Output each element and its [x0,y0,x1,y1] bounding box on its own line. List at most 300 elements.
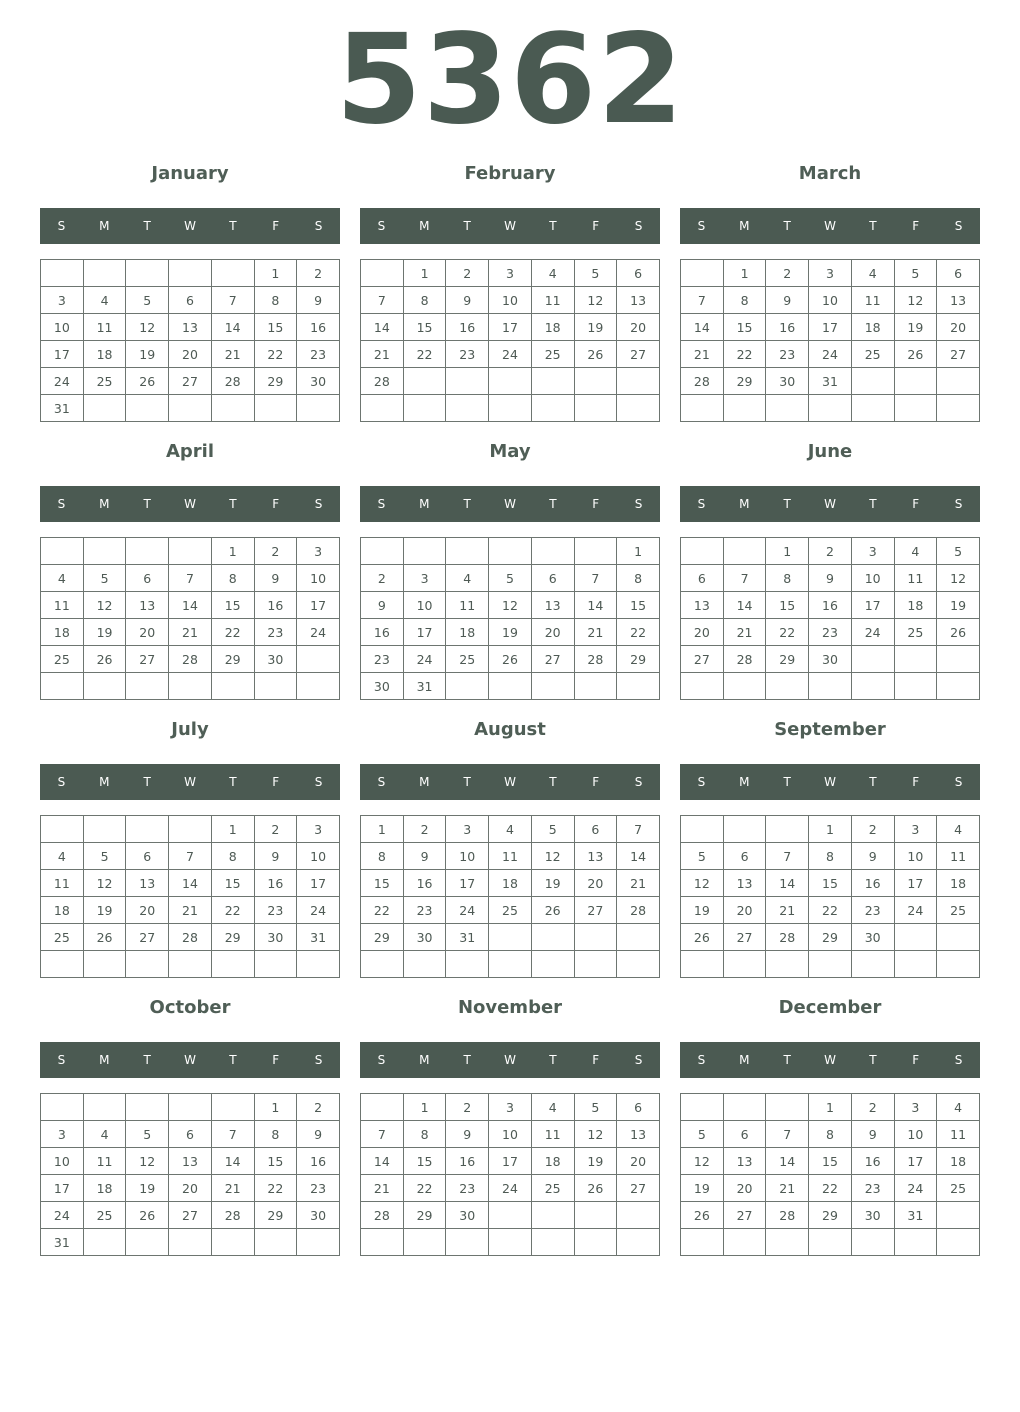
weekday-label: F [912,1053,920,1067]
day-cell: 17 [809,314,852,341]
week-row [681,673,980,700]
day-cell: 12 [681,1148,724,1175]
day-cell [297,395,340,422]
week-row [361,395,660,422]
week-row [361,592,660,619]
day-cell: 5 [126,1121,169,1148]
days-table [360,537,660,700]
weekday-label: S [57,497,66,511]
week-row [41,1094,340,1121]
weekday-label: S [314,775,323,789]
day-cell: 4 [41,843,84,870]
day-cell: 16 [851,870,894,897]
day-cell [41,673,84,700]
week-row [681,619,980,646]
day-cell [361,395,404,422]
day-cell [83,951,126,978]
day-cell: 15 [361,870,404,897]
weekday-label: W [824,775,836,789]
day-cell: 2 [446,260,489,287]
weekday-label: T [229,775,237,789]
day-cell: 1 [361,816,404,843]
day-cell [681,1094,724,1121]
weekday-label: T [869,775,877,789]
day-cell [126,951,169,978]
days-table [680,537,980,700]
day-cell [211,1229,254,1256]
day-cell: 13 [617,1121,660,1148]
week-row [681,341,980,368]
day-cell: 20 [169,341,212,368]
day-cell: 6 [574,816,617,843]
day-cell: 6 [126,565,169,592]
day-cell: 12 [894,287,937,314]
day-cell: 16 [403,870,446,897]
weekday-label: T [783,219,791,233]
day-cell: 6 [723,843,766,870]
day-cell [211,260,254,287]
day-cell: 7 [169,843,212,870]
weekday-label: S [634,219,643,233]
day-cell: 27 [126,924,169,951]
week-row [361,1148,660,1175]
day-cell [83,260,126,287]
day-cell [851,1229,894,1256]
weekday-label: W [824,497,836,511]
day-cell: 1 [211,816,254,843]
day-cell: 28 [169,646,212,673]
day-cell: 15 [254,314,297,341]
day-cell: 5 [83,565,126,592]
day-cell: 2 [297,260,340,287]
day-cell [766,816,809,843]
day-cell: 21 [681,341,724,368]
weekday-label: S [377,497,386,511]
day-cell [574,924,617,951]
weekday-label: T [869,497,877,511]
week-row [361,870,660,897]
day-cell [894,951,937,978]
weekday-label: W [504,1053,516,1067]
day-cell: 10 [41,1148,84,1175]
day-cell: 23 [766,341,809,368]
day-cell [489,673,532,700]
day-cell: 29 [403,1202,446,1229]
day-cell: 3 [446,816,489,843]
day-cell: 23 [851,1175,894,1202]
week-row [41,1121,340,1148]
day-cell [403,395,446,422]
day-cell [446,951,489,978]
day-cell: 31 [41,1229,84,1256]
day-cell: 1 [617,538,660,565]
day-cell: 13 [937,287,980,314]
day-cell: 21 [169,619,212,646]
day-cell: 4 [894,538,937,565]
day-cell: 10 [446,843,489,870]
day-cell [617,924,660,951]
day-cell: 23 [254,897,297,924]
day-cell: 23 [851,897,894,924]
day-cell [361,260,404,287]
day-cell: 9 [297,287,340,314]
day-cell: 21 [766,1175,809,1202]
day-cell [126,260,169,287]
day-cell: 5 [531,816,574,843]
day-cell [617,673,660,700]
day-cell [254,951,297,978]
day-cell: 10 [851,565,894,592]
month-title: August [474,719,546,740]
day-cell: 6 [681,565,724,592]
weekday-label: T [549,219,557,233]
day-cell [894,924,937,951]
week-row [681,951,980,978]
day-cell [723,1229,766,1256]
day-cell: 16 [254,870,297,897]
day-cell [169,951,212,978]
day-cell: 19 [531,870,574,897]
day-cell [126,395,169,422]
day-cell: 12 [489,592,532,619]
weekday-label: T [229,497,237,511]
days-table [40,259,340,422]
weekday-label: M [739,497,750,511]
day-cell [851,646,894,673]
day-cell: 15 [254,1148,297,1175]
day-cell: 27 [574,897,617,924]
weekday-label: S [314,219,323,233]
day-cell: 5 [574,260,617,287]
weekday-label: T [549,497,557,511]
day-cell [41,951,84,978]
day-cell: 10 [809,287,852,314]
day-cell [169,816,212,843]
day-cell: 17 [297,870,340,897]
day-cell: 21 [723,619,766,646]
day-cell: 29 [254,1202,297,1229]
weekday-label: M [99,775,110,789]
day-cell [169,395,212,422]
day-cell: 5 [937,538,980,565]
day-cell: 23 [403,897,446,924]
day-cell: 12 [126,314,169,341]
week-row [681,897,980,924]
day-cell: 8 [254,287,297,314]
day-cell [681,260,724,287]
day-cell: 6 [126,843,169,870]
month-title: March [798,163,862,184]
day-cell: 28 [681,368,724,395]
day-cell [211,395,254,422]
day-cell: 31 [446,924,489,951]
month-title: July [171,719,209,740]
weekday-label: M [99,1053,110,1067]
days-table [360,259,660,422]
day-cell [254,673,297,700]
day-cell: 17 [403,619,446,646]
day-cell: 8 [361,843,404,870]
day-cell: 5 [681,843,724,870]
day-cell: 22 [809,897,852,924]
month-title: January [151,163,229,184]
day-cell: 11 [83,314,126,341]
day-cell: 10 [894,843,937,870]
weekday-label: W [504,775,516,789]
weekday-label: M [419,775,430,789]
week-row [681,1094,980,1121]
day-cell: 28 [211,368,254,395]
week-row [41,341,340,368]
day-cell [169,673,212,700]
day-cell: 26 [489,646,532,673]
day-cell: 27 [531,646,574,673]
day-cell: 30 [361,673,404,700]
week-row [361,1175,660,1202]
week-row [41,1229,340,1256]
day-cell: 30 [809,646,852,673]
weekday-label: W [184,497,196,511]
day-cell [574,538,617,565]
week-row [361,538,660,565]
day-cell: 16 [361,619,404,646]
weekday-label: T [869,219,877,233]
day-cell: 27 [723,1202,766,1229]
day-cell: 13 [723,1148,766,1175]
day-cell: 28 [766,924,809,951]
day-cell: 26 [681,924,724,951]
day-cell: 3 [489,1094,532,1121]
weekday-label: S [697,1053,706,1067]
day-cell: 31 [809,368,852,395]
day-cell: 24 [403,646,446,673]
day-cell: 14 [766,1148,809,1175]
weekday-header [40,764,340,800]
day-cell: 2 [403,816,446,843]
day-cell [83,538,126,565]
day-cell [211,951,254,978]
day-cell: 19 [574,1148,617,1175]
day-cell: 19 [681,1175,724,1202]
month-title: October [149,997,231,1018]
day-cell: 20 [574,870,617,897]
weekday-label: W [184,1053,196,1067]
day-cell: 3 [809,260,852,287]
weekday-label: T [783,1053,791,1067]
day-cell: 8 [254,1121,297,1148]
day-cell [531,538,574,565]
day-cell [254,1229,297,1256]
week-row [41,619,340,646]
days-table [40,537,340,700]
day-cell: 13 [531,592,574,619]
day-cell: 13 [723,870,766,897]
week-row [41,816,340,843]
day-cell: 11 [531,287,574,314]
day-cell: 24 [297,619,340,646]
week-row [361,1121,660,1148]
weekday-label: W [504,497,516,511]
day-cell [617,1202,660,1229]
day-cell: 9 [446,1121,489,1148]
day-cell [617,368,660,395]
week-row [361,951,660,978]
day-cell [851,368,894,395]
day-cell [489,395,532,422]
day-cell: 12 [531,843,574,870]
day-cell [403,538,446,565]
day-cell: 4 [83,1121,126,1148]
day-cell: 21 [766,897,809,924]
weekday-header [680,486,980,522]
day-cell: 3 [297,538,340,565]
weekday-label: S [314,497,323,511]
days-table [360,1093,660,1256]
day-cell: 5 [126,287,169,314]
weekday-label: M [739,219,750,233]
day-cell: 11 [531,1121,574,1148]
day-cell [723,395,766,422]
day-cell [894,368,937,395]
day-cell: 24 [41,368,84,395]
day-cell: 28 [361,1202,404,1229]
day-cell: 15 [723,314,766,341]
day-cell: 4 [446,565,489,592]
day-cell: 15 [809,870,852,897]
week-row [361,1202,660,1229]
day-cell [681,395,724,422]
day-cell [169,1094,212,1121]
weekday-label: W [184,219,196,233]
day-cell: 9 [851,1121,894,1148]
day-cell [297,1229,340,1256]
week-row [361,341,660,368]
day-cell: 19 [894,314,937,341]
day-cell: 15 [211,592,254,619]
week-row [361,1229,660,1256]
day-cell [489,951,532,978]
day-cell [723,673,766,700]
day-cell [617,1229,660,1256]
week-row [361,314,660,341]
week-row [681,870,980,897]
day-cell: 27 [126,646,169,673]
day-cell: 10 [489,287,532,314]
day-cell: 29 [723,368,766,395]
weekday-header [360,764,660,800]
day-cell [41,816,84,843]
weekday-label: S [377,775,386,789]
day-cell: 8 [617,565,660,592]
day-cell [83,395,126,422]
week-row [41,1175,340,1202]
week-row [41,1202,340,1229]
day-cell: 22 [617,619,660,646]
day-cell: 11 [83,1148,126,1175]
day-cell: 25 [531,341,574,368]
weekday-label: S [954,497,963,511]
day-cell: 27 [723,924,766,951]
day-cell: 8 [723,287,766,314]
day-cell [297,646,340,673]
day-cell: 31 [297,924,340,951]
day-cell: 22 [211,619,254,646]
day-cell [403,1229,446,1256]
day-cell [531,951,574,978]
day-cell: 21 [617,870,660,897]
weekday-header [40,486,340,522]
day-cell: 17 [894,870,937,897]
day-cell: 24 [489,1175,532,1202]
day-cell [937,951,980,978]
day-cell: 23 [809,619,852,646]
month-title: April [165,441,215,462]
day-cell [211,673,254,700]
day-cell: 26 [574,1175,617,1202]
day-cell [574,1229,617,1256]
weekday-label: S [377,219,386,233]
day-cell: 31 [403,673,446,700]
day-cell: 24 [894,1175,937,1202]
day-cell: 19 [681,897,724,924]
day-cell: 11 [41,592,84,619]
day-cell: 20 [617,314,660,341]
day-cell: 17 [41,341,84,368]
day-cell: 11 [937,843,980,870]
day-cell: 1 [809,1094,852,1121]
day-cell: 7 [681,287,724,314]
day-cell [681,951,724,978]
weekday-label: F [912,497,920,511]
day-cell [574,368,617,395]
week-row [681,368,980,395]
day-cell [83,1229,126,1256]
day-cell: 10 [489,1121,532,1148]
day-cell: 7 [766,843,809,870]
day-cell [681,673,724,700]
days-table [680,259,980,422]
day-cell: 8 [766,565,809,592]
day-cell: 1 [211,538,254,565]
day-cell: 9 [403,843,446,870]
day-cell: 25 [489,897,532,924]
day-cell: 7 [361,1121,404,1148]
day-cell: 30 [254,924,297,951]
day-cell: 13 [126,870,169,897]
week-row [681,1121,980,1148]
weekday-label: S [634,1053,643,1067]
day-cell: 27 [169,368,212,395]
day-cell: 7 [766,1121,809,1148]
day-cell: 31 [894,1202,937,1229]
day-cell: 18 [83,1175,126,1202]
day-cell: 4 [41,565,84,592]
day-cell: 21 [211,341,254,368]
day-cell: 7 [723,565,766,592]
day-cell: 12 [681,870,724,897]
day-cell: 13 [617,287,660,314]
day-cell: 17 [851,592,894,619]
day-cell: 7 [169,565,212,592]
day-cell [937,924,980,951]
week-row [681,260,980,287]
days-table [360,815,660,978]
day-cell: 14 [617,843,660,870]
day-cell: 3 [297,816,340,843]
weekday-label: F [272,497,280,511]
day-cell: 18 [531,314,574,341]
weekday-label: S [57,1053,66,1067]
